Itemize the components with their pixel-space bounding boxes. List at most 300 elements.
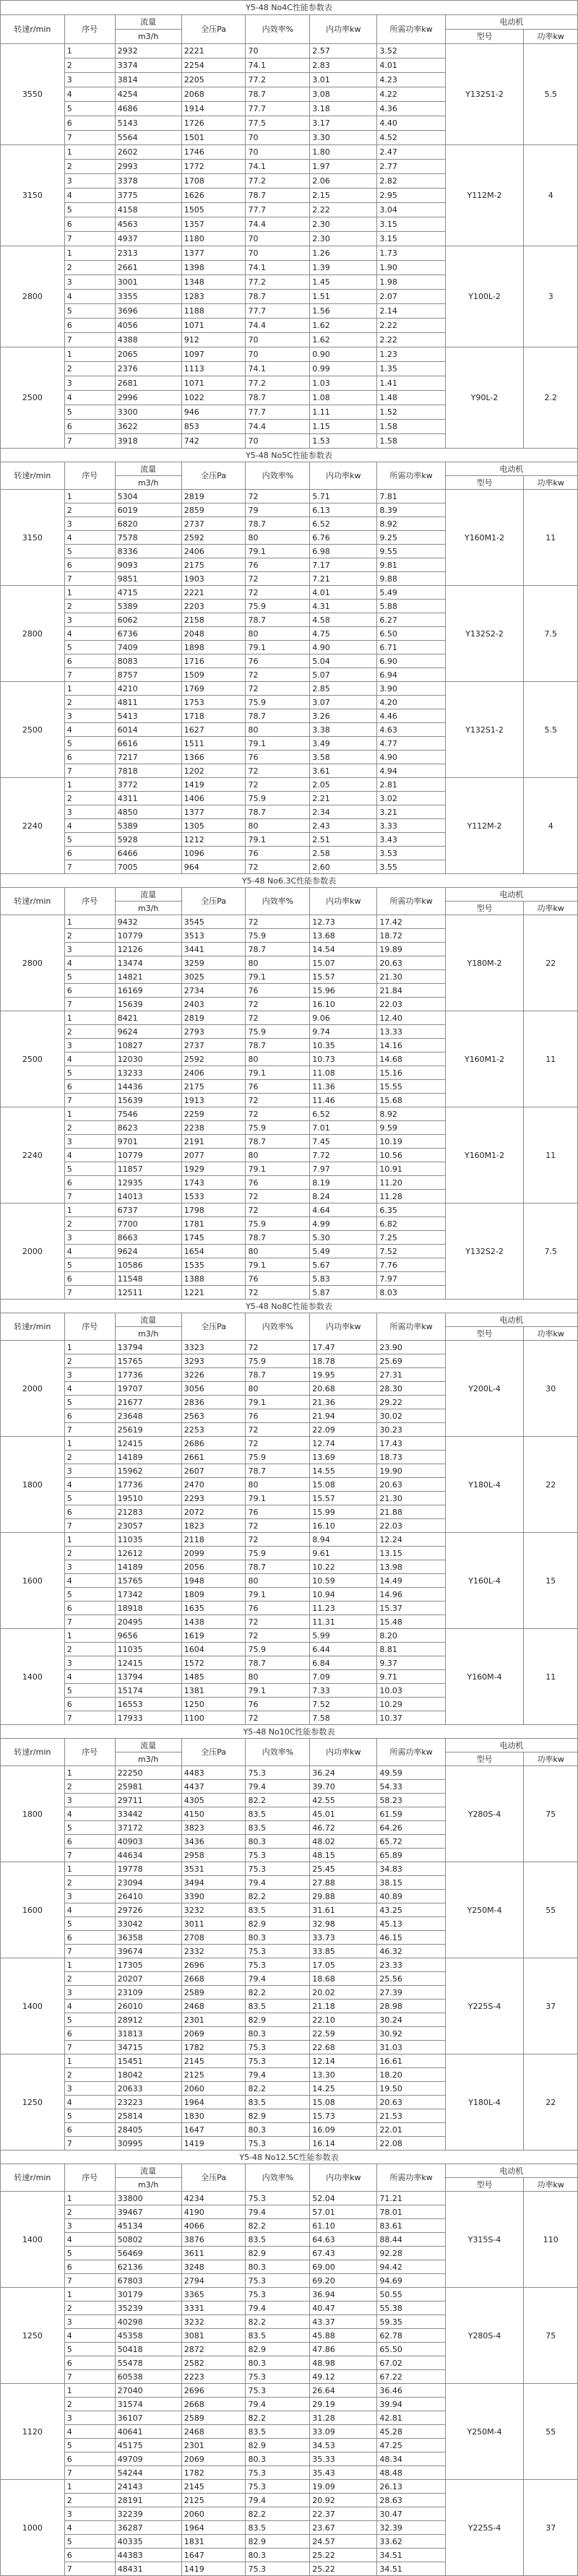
power-cell: 5.67	[310, 1258, 377, 1272]
req-power-cell: 18.72	[377, 929, 445, 943]
req-power-cell: 30.47	[377, 2507, 445, 2521]
req-power-cell: 26.13	[377, 2480, 445, 2494]
seq-cell: 4	[64, 1670, 115, 1684]
header-motor: 电动机	[445, 462, 577, 476]
pressure-cell: 3365	[181, 2288, 246, 2301]
seq-cell: 2	[64, 261, 115, 275]
req-power-cell: 21.30	[377, 1492, 445, 1505]
eff-cell: 75.9	[246, 1217, 310, 1231]
power-cell: 5.87	[310, 1286, 377, 1300]
pressure-cell: 2301	[181, 2013, 246, 2027]
req-power-cell: 65.50	[377, 2343, 445, 2356]
req-power-cell: 45.28	[377, 2425, 445, 2439]
req-power-cell: 34.83	[377, 1862, 445, 1876]
speed-cell: 2000	[1, 1341, 65, 1437]
seq-cell: 2	[64, 2205, 115, 2219]
req-power-cell: 2.77	[377, 160, 445, 174]
pressure-cell: 1627	[181, 723, 246, 737]
req-power-cell: 3.15	[377, 217, 445, 232]
eff-cell: 72	[246, 998, 310, 1011]
seq-cell: 1	[64, 1437, 115, 1451]
eff-cell: 80.3	[246, 2027, 310, 2041]
eff-cell: 75.3	[246, 2562, 310, 2576]
eff-cell: 78.7	[246, 613, 310, 627]
req-power-cell: 15.48	[377, 1615, 445, 1629]
seq-cell: 2	[64, 503, 115, 517]
header-flow: 流量	[115, 888, 181, 902]
power-cell: 1.45	[310, 275, 377, 290]
speed-cell: 1400	[1, 2192, 65, 2288]
seq-cell: 6	[64, 1176, 115, 1190]
seq-cell: 3	[64, 709, 115, 723]
flow-cell: 30995	[115, 2137, 181, 2151]
power-cell: 6.76	[310, 531, 377, 545]
power-cell: 1.62	[310, 319, 377, 333]
req-power-cell: 9.37	[377, 1656, 445, 1670]
pressure-cell: 2191	[181, 1135, 246, 1149]
motor-power-cell: 55	[524, 2384, 578, 2480]
req-power-cell: 20.63	[377, 956, 445, 970]
seq-cell: 7	[64, 1094, 115, 1107]
eff-cell: 82.9	[246, 1917, 310, 1931]
flow-cell: 49709	[115, 2452, 181, 2466]
pressure-cell: 2468	[181, 2000, 246, 2013]
pressure-cell: 1406	[181, 792, 246, 805]
pressure-cell: 4066	[181, 2219, 246, 2233]
pressure-cell: 2077	[181, 1149, 246, 1162]
pressure-cell: 1929	[181, 1162, 246, 1176]
pressure-cell: 2794	[181, 2274, 246, 2288]
flow-cell: 40903	[115, 1835, 181, 1849]
header-pressure: 全压Pa	[181, 15, 246, 44]
seq-cell: 5	[64, 970, 115, 984]
flow-cell: 24143	[115, 2480, 181, 2494]
power-cell: 4.75	[310, 627, 377, 641]
req-power-cell: 3.04	[377, 203, 445, 217]
power-cell: 3.30	[310, 131, 377, 145]
table-row	[1, 145, 578, 160]
motor-power-cell: 22	[524, 915, 578, 1011]
eff-cell: 70	[246, 232, 310, 246]
pressure-cell: 2592	[181, 531, 246, 545]
pressure-cell: 3390	[181, 1890, 246, 1903]
speed-cell: 1400	[1, 1958, 65, 2054]
power-cell: 9.61	[310, 1547, 377, 1560]
seq-cell: 1	[64, 1341, 115, 1354]
power-cell: 9.06	[310, 1011, 377, 1025]
flow-cell: 17305	[115, 1958, 181, 1972]
pressure-cell: 1898	[181, 641, 246, 654]
seq-cell: 6	[64, 2260, 115, 2274]
pressure-cell: 1348	[181, 275, 246, 290]
eff-cell: 80.3	[246, 1931, 310, 1945]
power-cell: 25.22	[310, 2549, 377, 2562]
power-cell: 13.68	[310, 929, 377, 943]
seq-cell: 1	[64, 1629, 115, 1643]
pressure-cell: 2793	[181, 1025, 246, 1039]
flow-cell: 50802	[115, 2233, 181, 2247]
power-cell: 31.61	[310, 1903, 377, 1917]
section-title: Y5-48 No4C性能参数表	[1, 1, 578, 15]
flow-cell: 33800	[115, 2192, 181, 2205]
flow-cell: 15639	[115, 998, 181, 1011]
req-power-cell: 3.15	[377, 232, 445, 246]
flow-cell: 14436	[115, 1080, 181, 1094]
seq-cell: 1	[64, 44, 115, 59]
req-power-cell: 6.71	[377, 641, 445, 654]
eff-cell: 79.1	[246, 737, 310, 751]
power-cell: 5.71	[310, 490, 377, 503]
eff-cell: 79.4	[246, 1972, 310, 1986]
flow-cell: 5389	[115, 600, 181, 613]
flow-cell: 5564	[115, 131, 181, 145]
eff-cell: 70	[246, 246, 310, 261]
table-row	[1, 586, 578, 600]
req-power-cell: 31.03	[377, 2041, 445, 2054]
seq-cell: 6	[64, 984, 115, 998]
eff-cell: 82.9	[246, 2247, 310, 2260]
eff-cell: 79.1	[246, 833, 310, 847]
power-cell: 7.97	[310, 1162, 377, 1176]
flow-cell: 13474	[115, 956, 181, 970]
eff-cell: 79.1	[246, 545, 310, 558]
motor-power-cell: 3	[524, 246, 578, 347]
seq-cell: 2	[64, 2301, 115, 2315]
power-cell: 2.06	[310, 174, 377, 189]
flow-cell: 28191	[115, 2494, 181, 2507]
eff-cell: 75.3	[246, 2480, 310, 2494]
eff-cell: 72	[246, 682, 310, 696]
seq-cell: 1	[64, 586, 115, 600]
header-motor-power: 功率kw	[524, 1327, 578, 1341]
power-cell: 5.30	[310, 1231, 377, 1245]
table-row	[1, 490, 578, 503]
table-row	[1, 1958, 578, 1972]
eff-cell: 82.2	[246, 1794, 310, 1807]
req-power-cell: 2.14	[377, 304, 445, 319]
req-power-cell: 13.98	[377, 1560, 445, 1574]
power-cell: 2.15	[310, 189, 377, 203]
seq-cell: 6	[64, 847, 115, 860]
eff-cell: 80	[246, 1382, 310, 1396]
req-power-cell: 21.53	[377, 2109, 445, 2123]
eff-cell: 77.7	[246, 304, 310, 319]
pressure-cell: 2737	[181, 517, 246, 531]
power-cell: 3.26	[310, 709, 377, 723]
req-power-cell: 18.73	[377, 1451, 445, 1464]
eff-cell: 72	[246, 1286, 310, 1300]
header-row	[1, 462, 578, 476]
power-cell: 22.10	[310, 2013, 377, 2027]
pressure-cell: 1708	[181, 174, 246, 189]
pressure-cell: 1305	[181, 819, 246, 833]
flow-cell: 12126	[115, 943, 181, 956]
seq-cell: 2	[64, 696, 115, 709]
req-power-cell: 4.22	[377, 87, 445, 102]
pressure-cell: 1188	[181, 304, 246, 319]
seq-cell: 7	[64, 434, 115, 449]
seq-cell: 3	[64, 1656, 115, 1670]
req-power-cell: 55.38	[377, 2301, 445, 2315]
eff-cell: 75.9	[246, 1121, 310, 1135]
seq-cell: 4	[64, 2096, 115, 2109]
seq-cell: 5	[64, 2013, 115, 2027]
eff-cell: 76	[246, 1602, 310, 1615]
power-cell: 15.96	[310, 984, 377, 998]
eff-cell: 76	[246, 847, 310, 860]
eff-cell: 77.2	[246, 376, 310, 391]
motor-power-cell: 11	[524, 1107, 578, 1203]
req-power-cell: 7.97	[377, 1272, 445, 1286]
flow-cell: 6466	[115, 847, 181, 860]
flow-cell: 9093	[115, 558, 181, 572]
pressure-cell: 1782	[181, 2041, 246, 2054]
seq-cell: 4	[64, 290, 115, 304]
flow-cell: 12612	[115, 1547, 181, 1560]
pressure-cell: 1746	[181, 145, 246, 160]
flow-cell: 62136	[115, 2260, 181, 2274]
power-cell: 48.15	[310, 1849, 377, 1862]
flow-cell: 4311	[115, 792, 181, 805]
seq-cell: 3	[64, 174, 115, 189]
req-power-cell: 5.49	[377, 586, 445, 600]
power-cell: 4.64	[310, 1203, 377, 1217]
flow-cell: 10827	[115, 1039, 181, 1053]
power-cell: 14.25	[310, 2082, 377, 2096]
eff-cell: 82.2	[246, 2411, 310, 2425]
eff-cell: 78.7	[246, 805, 310, 819]
power-cell: 52.04	[310, 2192, 377, 2205]
power-cell: 1.39	[310, 261, 377, 275]
req-power-cell: 1.41	[377, 376, 445, 391]
eff-cell: 72	[246, 915, 310, 929]
eff-cell: 76	[246, 1698, 310, 1711]
seq-cell: 5	[64, 2109, 115, 2123]
header-pressure: 全压Pa	[181, 1739, 246, 1766]
seq-cell: 5	[64, 545, 115, 558]
eff-cell: 80.3	[246, 2549, 310, 2562]
seq-cell: 1	[64, 2480, 115, 2494]
header-power: 内功率kw	[310, 1313, 377, 1341]
motor-model-cell: Y225S-4	[445, 1958, 524, 2054]
eff-cell: 72	[246, 1437, 310, 1451]
power-cell: 6.44	[310, 1643, 377, 1656]
header-req-power: 所需功率kw	[377, 888, 445, 915]
pressure-cell: 3513	[181, 929, 246, 943]
pressure-cell: 1716	[181, 654, 246, 668]
pressure-cell: 1535	[181, 1258, 246, 1272]
req-power-cell: 30.23	[377, 1423, 445, 1437]
req-power-cell: 36.46	[377, 2384, 445, 2398]
seq-cell: 1	[64, 682, 115, 696]
seq-cell: 3	[64, 613, 115, 627]
seq-cell: 1	[64, 2054, 115, 2068]
power-cell: 10.35	[310, 1039, 377, 1053]
flow-cell: 10779	[115, 1149, 181, 1162]
motor-model-cell: Y132S2-2	[445, 586, 524, 682]
seq-cell: 6	[64, 2123, 115, 2137]
eff-cell: 72	[246, 778, 310, 792]
header-speed: 转速r/min	[1, 1739, 65, 1766]
pressure-cell: 3876	[181, 2233, 246, 2247]
flow-cell: 5304	[115, 490, 181, 503]
power-cell: 19.95	[310, 1368, 377, 1382]
power-cell: 2.58	[310, 847, 377, 860]
req-power-cell: 22.08	[377, 2137, 445, 2151]
seq-cell: 6	[64, 2027, 115, 2041]
eff-cell: 72	[246, 764, 310, 778]
header-seq: 序号	[64, 888, 115, 915]
power-cell: 11.36	[310, 1080, 377, 1094]
power-cell: 12.74	[310, 1437, 377, 1451]
pressure-cell: 2734	[181, 984, 246, 998]
power-cell: 2.60	[310, 860, 377, 874]
table-body	[1, 1, 578, 2576]
pressure-cell: 4305	[181, 1794, 246, 1807]
eff-cell: 79.1	[246, 1684, 310, 1698]
pressure-cell: 1398	[181, 261, 246, 275]
flow-cell: 5389	[115, 819, 181, 833]
pressure-cell: 3248	[181, 2260, 246, 2274]
req-power-cell: 4.94	[377, 764, 445, 778]
seq-cell: 7	[64, 2137, 115, 2151]
seq-cell: 7	[64, 1711, 115, 1725]
flow-cell: 3378	[115, 174, 181, 189]
flow-cell: 36107	[115, 2411, 181, 2425]
header-eff: 内效率%	[246, 462, 310, 490]
pressure-cell: 2060	[181, 2507, 246, 2521]
power-cell: 4.31	[310, 600, 377, 613]
header-motor: 电动机	[445, 1739, 577, 1752]
flow-cell: 8336	[115, 545, 181, 558]
pressure-cell: 1635	[181, 1602, 246, 1615]
table-row	[1, 1766, 578, 1780]
eff-cell: 78.7	[246, 87, 310, 102]
req-power-cell: 2.47	[377, 145, 445, 160]
req-power-cell: 67.22	[377, 2370, 445, 2384]
power-cell: 4.99	[310, 1217, 377, 1231]
power-cell: 8.19	[310, 1176, 377, 1190]
eff-cell: 78.7	[246, 1656, 310, 1670]
seq-cell: 6	[64, 217, 115, 232]
eff-cell: 79.4	[246, 2301, 310, 2315]
eff-cell: 79	[246, 503, 310, 517]
seq-cell: 1	[64, 2288, 115, 2301]
seq-cell: 1	[64, 778, 115, 792]
flow-cell: 18042	[115, 2068, 181, 2082]
power-cell: 9.74	[310, 1025, 377, 1039]
pressure-cell: 1914	[181, 102, 246, 116]
table-row	[1, 1341, 578, 1354]
eff-cell: 74.1	[246, 362, 310, 376]
pressure-cell: 2125	[181, 2068, 246, 2082]
header-eff: 内效率%	[246, 888, 310, 915]
seq-cell: 3	[64, 2315, 115, 2329]
eff-cell: 75.3	[246, 1766, 310, 1780]
motor-model-cell: Y250M-4	[445, 1862, 524, 1958]
req-power-cell: 10.03	[377, 1684, 445, 1698]
eff-cell: 75.3	[246, 2041, 310, 2054]
power-cell: 33.73	[310, 1931, 377, 1945]
power-cell: 1.80	[310, 145, 377, 160]
eff-cell: 77.7	[246, 405, 310, 420]
flow-cell: 17736	[115, 1478, 181, 1492]
pressure-cell: 1022	[181, 391, 246, 405]
power-cell: 45.01	[310, 1807, 377, 1821]
req-power-cell: 4.23	[377, 73, 445, 87]
flow-cell: 7217	[115, 751, 181, 764]
flow-cell: 17342	[115, 1588, 181, 1602]
pressure-cell: 2468	[181, 2425, 246, 2439]
flow-cell: 25814	[115, 2109, 181, 2123]
power-cell: 5.99	[310, 1629, 377, 1643]
motor-power-cell: 11	[524, 1629, 578, 1725]
flow-cell: 4158	[115, 203, 181, 217]
flow-cell: 11035	[115, 1533, 181, 1547]
pressure-cell: 1626	[181, 189, 246, 203]
eff-cell: 83.5	[246, 1807, 310, 1821]
table-row	[1, 682, 578, 696]
eff-cell: 75.9	[246, 600, 310, 613]
flow-cell: 3001	[115, 275, 181, 290]
power-cell: 17.05	[310, 1958, 377, 1972]
power-cell: 15.57	[310, 1492, 377, 1505]
seq-cell: 5	[64, 405, 115, 420]
motor-model-cell: Y160M1-2	[445, 1011, 524, 1107]
eff-cell: 75.3	[246, 1849, 310, 1862]
req-power-cell: 6.35	[377, 1203, 445, 1217]
motor-model-cell: Y112M-2	[445, 145, 524, 246]
eff-cell: 72	[246, 1203, 310, 1217]
seq-cell: 3	[64, 943, 115, 956]
flow-cell: 35239	[115, 2301, 181, 2315]
eff-cell: 75.3	[246, 2466, 310, 2480]
req-power-cell: 22.03	[377, 998, 445, 1011]
eff-cell: 83.5	[246, 2233, 310, 2247]
eff-cell: 75.3	[246, 1862, 310, 1876]
seq-cell: 5	[64, 1684, 115, 1698]
flow-cell: 19778	[115, 1862, 181, 1876]
eff-cell: 78.7	[246, 1039, 310, 1053]
flow-cell: 6014	[115, 723, 181, 737]
req-power-cell: 3.33	[377, 819, 445, 833]
pressure-cell: 1381	[181, 1684, 246, 1698]
seq-cell: 4	[64, 627, 115, 641]
power-cell: 2.85	[310, 682, 377, 696]
req-power-cell: 4.20	[377, 696, 445, 709]
header-seq: 序号	[64, 1739, 115, 1766]
power-cell: 64.63	[310, 2233, 377, 2247]
motor-power-cell: 75	[524, 1766, 578, 1862]
seq-cell: 4	[64, 87, 115, 102]
pressure-cell: 2048	[181, 627, 246, 641]
req-power-cell: 1.35	[377, 362, 445, 376]
section-title: Y5-48 No8C性能参数表	[1, 1300, 578, 1313]
seq-cell: 7	[64, 1190, 115, 1203]
req-power-cell: 59.35	[377, 2315, 445, 2329]
flow-cell: 6737	[115, 1203, 181, 1217]
pressure-cell: 1823	[181, 1519, 246, 1533]
seq-cell: 5	[64, 1917, 115, 1931]
power-cell: 42.55	[310, 1794, 377, 1807]
header-flow: 流量	[115, 1739, 181, 1752]
flow-cell: 14189	[115, 1451, 181, 1464]
power-cell: 1.11	[310, 405, 377, 420]
power-cell: 2.43	[310, 819, 377, 833]
seq-cell: 1	[64, 490, 115, 503]
seq-cell: 1	[64, 1958, 115, 1972]
seq-cell: 3	[64, 1135, 115, 1149]
